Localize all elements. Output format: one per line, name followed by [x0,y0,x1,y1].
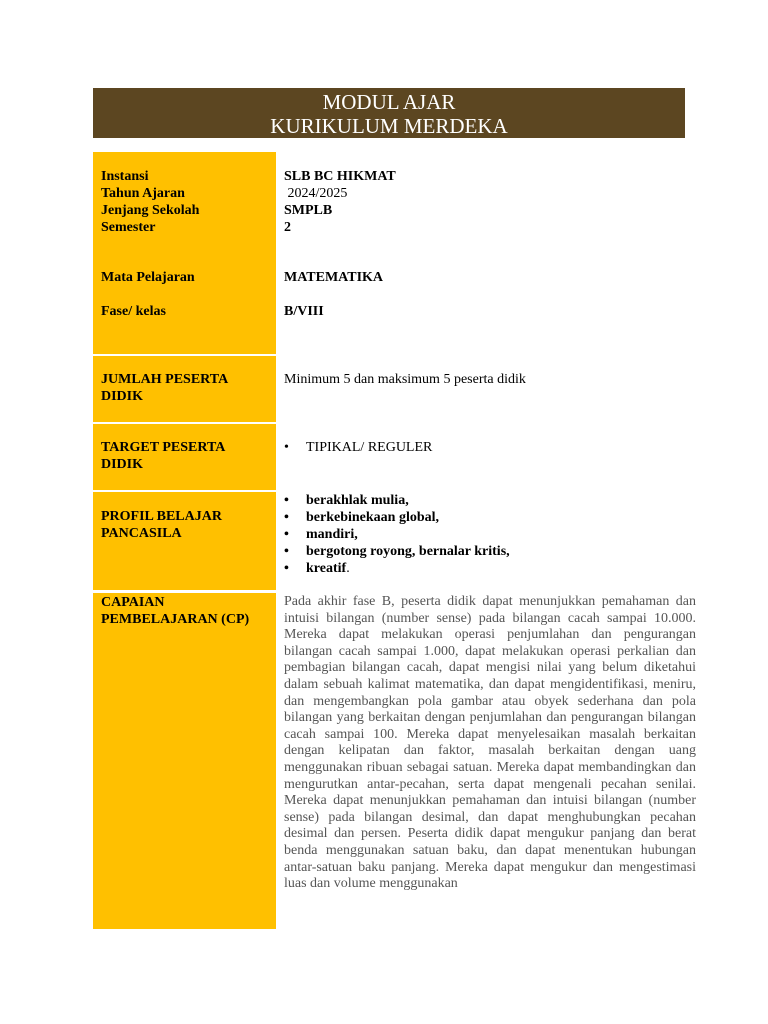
target-label-line-1: TARGET PESERTA [101,440,226,455]
participants-label-line-2: DIDIK [101,389,144,404]
cp-label-line-1: CAPAIAN [101,595,165,610]
identity-values [284,152,696,236]
profile-last-suffix: . [346,561,350,576]
target-label [93,424,276,490]
identity-labels [93,152,276,354]
list-item: • TIPIKAL/ REGULER [284,439,696,456]
participants-label [93,356,276,422]
value-mata-pelajaran: MATEMATIKA [284,270,384,285]
profile-value [284,492,696,577]
target-value [284,439,696,456]
value-tahun-ajaran: 2024/2025 [284,186,348,201]
list-item: • bergotong royong, bernalar kritis, [284,543,696,560]
profile-label-line-2: PANCASILA [101,526,182,541]
document-title [93,88,685,138]
value-semester: 2 [284,220,291,235]
participants-label-line-1: JUMLAH PESERTA [101,372,229,387]
target-list [284,439,696,456]
value-fase-kelas: B/VIII [284,304,324,319]
value-jenjang-sekolah: SMPLB [284,203,333,218]
list-item: • berakhlak mulia, [284,492,696,509]
label-semester: Semester [101,220,156,235]
target-label-line-2: DIDIK [101,457,144,472]
profile-last-item: kreatif [306,561,347,576]
title-line-1: MODUL AJAR [322,90,456,114]
cp-label-line-2: PEMBELAJARAN (CP) [101,612,250,627]
label-mata-pelajaran: Mata Pelajaran [101,270,195,285]
profile-label [93,492,276,590]
list-item [284,560,696,577]
profile-label-line-1: PROFIL BELAJAR [101,509,222,524]
label-tahun-ajaran: Tahun Ajaran [101,186,185,201]
list-item: • berkebinekaan global, [284,509,696,526]
cp-text: Pada akhir fase B, peserta didik dapat menunjukkan pemahaman dan intuisi bilangan (number sense) pada bilangan cacah sampai 10.000. Mereka dapat melakukan operasi penjumlahan dan pengurangan bilangan cacah sampai 1.000, dapat melakukan operasi perkalian dan pembagian bilangan cacah, dapat mengisi nilai yang belum diketahui dalam sebuah kalimat matematika, dan dapat mengidentifikasi, meniru, dan mengembangkan pola gambar atau obyek sederhana dan pola bilangan yang berkaitan dengan penjumlahan dan pengurangan bilangan cacah sampai 100. Mereka dapat menyelesaikan masalah berkaitan dengan kelipatan dan faktor, masalah berkaitan dengan uang menggunakan ribuan sebagai satuan. Mereka dapat membandingkan dan mengurutkan antar-pecahan, serta dapat mengenali pecahan senilai. Mereka dapat menunjukkan pemahaman dan intuisi bilangan (number sense) pada bilangan desimal, dan dapat menghubungkan pecahan desimal dan persen. Peserta didik dapat mengukur panjang dan berat benda menggunakan satuan baku, dan dapat menentukan hubungan antar-satuan baku panjang. Mereka dapat mengukur dan mengestimasi luas dan volume menggunakan [284,594,696,892]
list-item: • mandiri, [284,526,696,543]
label-instansi: Instansi [101,169,149,184]
title-line-2: KURIKULUM MERDEKA [270,114,508,138]
label-jenjang-sekolah: Jenjang Sekolah [101,203,200,218]
participants-value: Minimum 5 dan maksimum 5 peserta didik [284,372,526,387]
label-fase-kelas: Fase/ kelas [101,304,166,319]
cp-label [93,593,276,929]
profile-list [284,492,696,577]
value-instansi: SLB BC HIKMAT [284,169,396,184]
